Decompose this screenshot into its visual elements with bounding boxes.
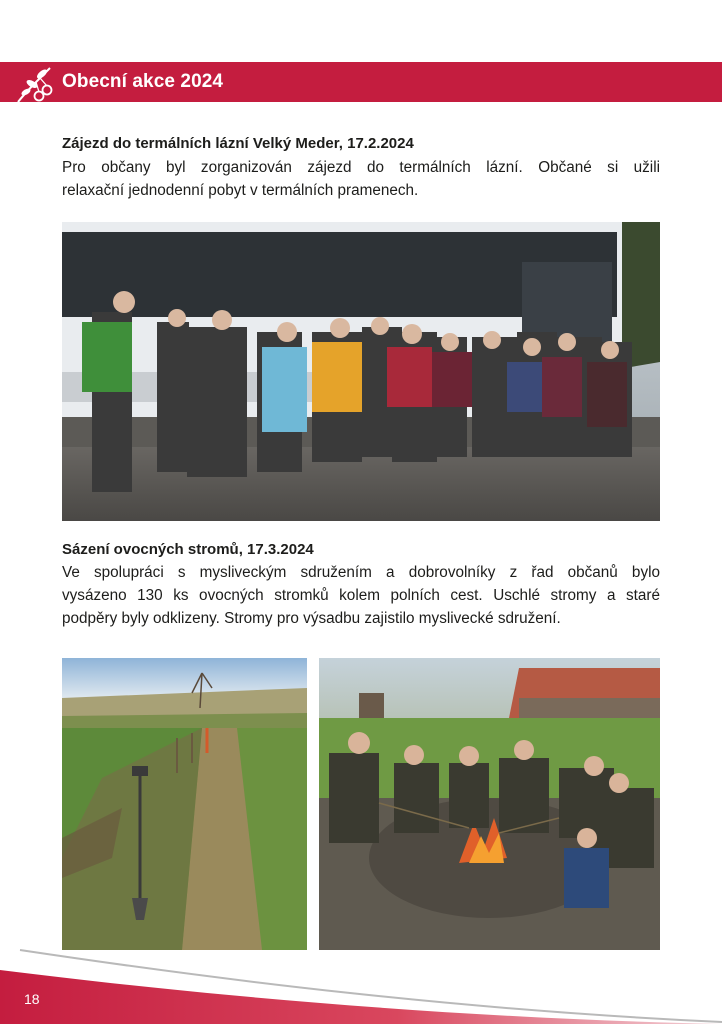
section-title-spa-trip: Zájezd do termálních lázní Velký Meder, 17.2.2024 <box>62 135 414 152</box>
section-title-tree-planting: Sázení ovocných stromů, 17.3.2024 <box>62 541 314 558</box>
page-number: 18 <box>24 991 40 1007</box>
text-line: relaxační jednodenní pobyt v termálních pramenech. <box>62 182 419 199</box>
section-text-spa-trip <box>62 156 660 202</box>
footer-wave <box>0 940 722 1024</box>
page-header-title: Obecní akce 2024 <box>62 71 224 92</box>
cherry-branch-icon <box>12 62 58 108</box>
campfire-group-photo <box>319 658 660 950</box>
text-line: Pro občany byl zorganizován zájezd do termálních lázní. Občané si užili <box>62 159 660 176</box>
section-text-tree-planting <box>62 561 660 630</box>
tree-planting-field-photo <box>62 658 307 950</box>
text-line: podpěry byly odklizeny. Stromy pro výsadbu zajistilo myslivecké sdružení. <box>62 610 561 627</box>
group-photo-bus <box>62 222 660 521</box>
text-line: vysázeno 130 ks ovocných stromků kolem polních cest. Uschlé stromy a staré <box>62 587 660 604</box>
text-line: Ve spolupráci s mysliveckým sdružením a dobrovolníky z řad občanů bylo <box>62 564 660 581</box>
